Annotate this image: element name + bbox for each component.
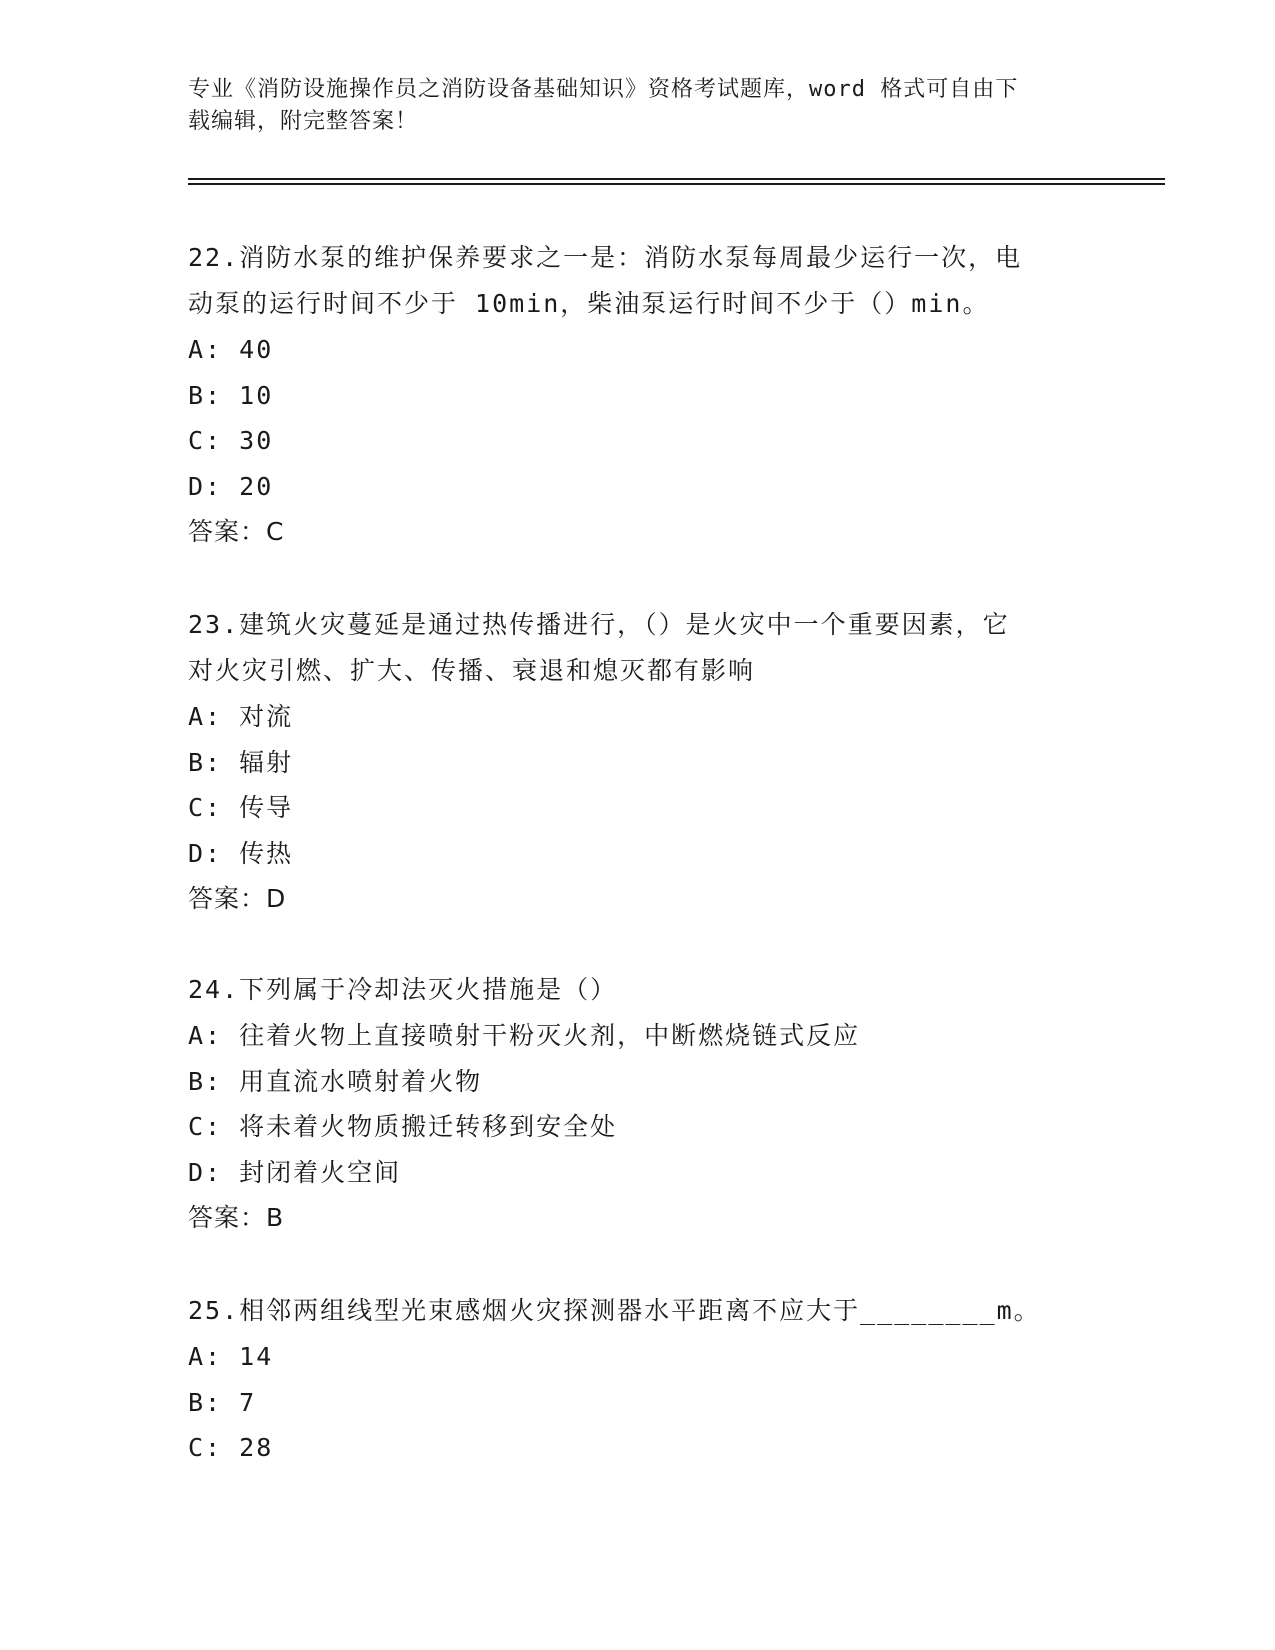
option-c: C: 30 (188, 426, 274, 455)
question-stem: 22.消防水泵的维护保养要求之一是：消防水泵每周最少运行一次，电 (188, 243, 1023, 272)
question-stem-continued: 对火灾引燃、扩大、传播、衰退和熄灭都有影响 (188, 656, 756, 685)
question-25 (188, 1288, 1088, 1471)
option-a: A: 40 (188, 335, 274, 364)
question-stem: 24.下列属于冷却法灭火措施是（） (188, 975, 618, 1004)
question-stem-continued: 动泵的运行时间不少于 10min，柴油泵运行时间不少于（）min。 (188, 289, 990, 318)
answer-line: 答案：C (188, 517, 285, 546)
option-d: D: 20 (188, 471, 274, 501)
header-divider-top (188, 178, 1165, 180)
question-24 (188, 967, 1088, 1241)
document-header (188, 74, 1068, 138)
option-b: B: 7 (188, 1387, 257, 1417)
option-a: A: 对流 (188, 702, 294, 731)
option-b: B: 10 (188, 380, 274, 410)
answer-line: 答案：B (188, 1203, 285, 1232)
option-a: A: 往着火物上直接喷射干粉灭火剂，中断燃烧链式反应 (188, 1021, 861, 1050)
header-line-1: 专业《消防设施操作员之消防设备基础知识》资格考试题库，word 格式可自由下 (188, 77, 1019, 102)
answer-line: 答案：D (188, 884, 287, 913)
option-d: D: 封闭着火空间 (188, 1157, 402, 1187)
question-22 (188, 235, 1088, 555)
option-c: C: 传导 (188, 793, 294, 822)
option-d: D: 传热 (188, 838, 294, 868)
header-line-2: 载编辑，附完整答案！ (188, 109, 419, 134)
question-stem: 23.建筑火灾蔓延是通过热传播进行，（）是火灾中一个重要因素，它 (188, 610, 1010, 639)
option-b: B: 辐射 (188, 747, 294, 777)
question-stem: 25.相邻两组线型光束感烟火灾探测器水平距离不应大于________m。 (188, 1296, 1041, 1325)
option-c: C: 将未着火物质搬迁转移到安全处 (188, 1112, 618, 1141)
header-divider-bottom (188, 183, 1165, 185)
option-c: C: 28 (188, 1433, 274, 1462)
question-23 (188, 602, 1088, 922)
option-a: A: 14 (188, 1342, 274, 1371)
option-b: B: 用直流水喷射着火物 (188, 1066, 483, 1096)
